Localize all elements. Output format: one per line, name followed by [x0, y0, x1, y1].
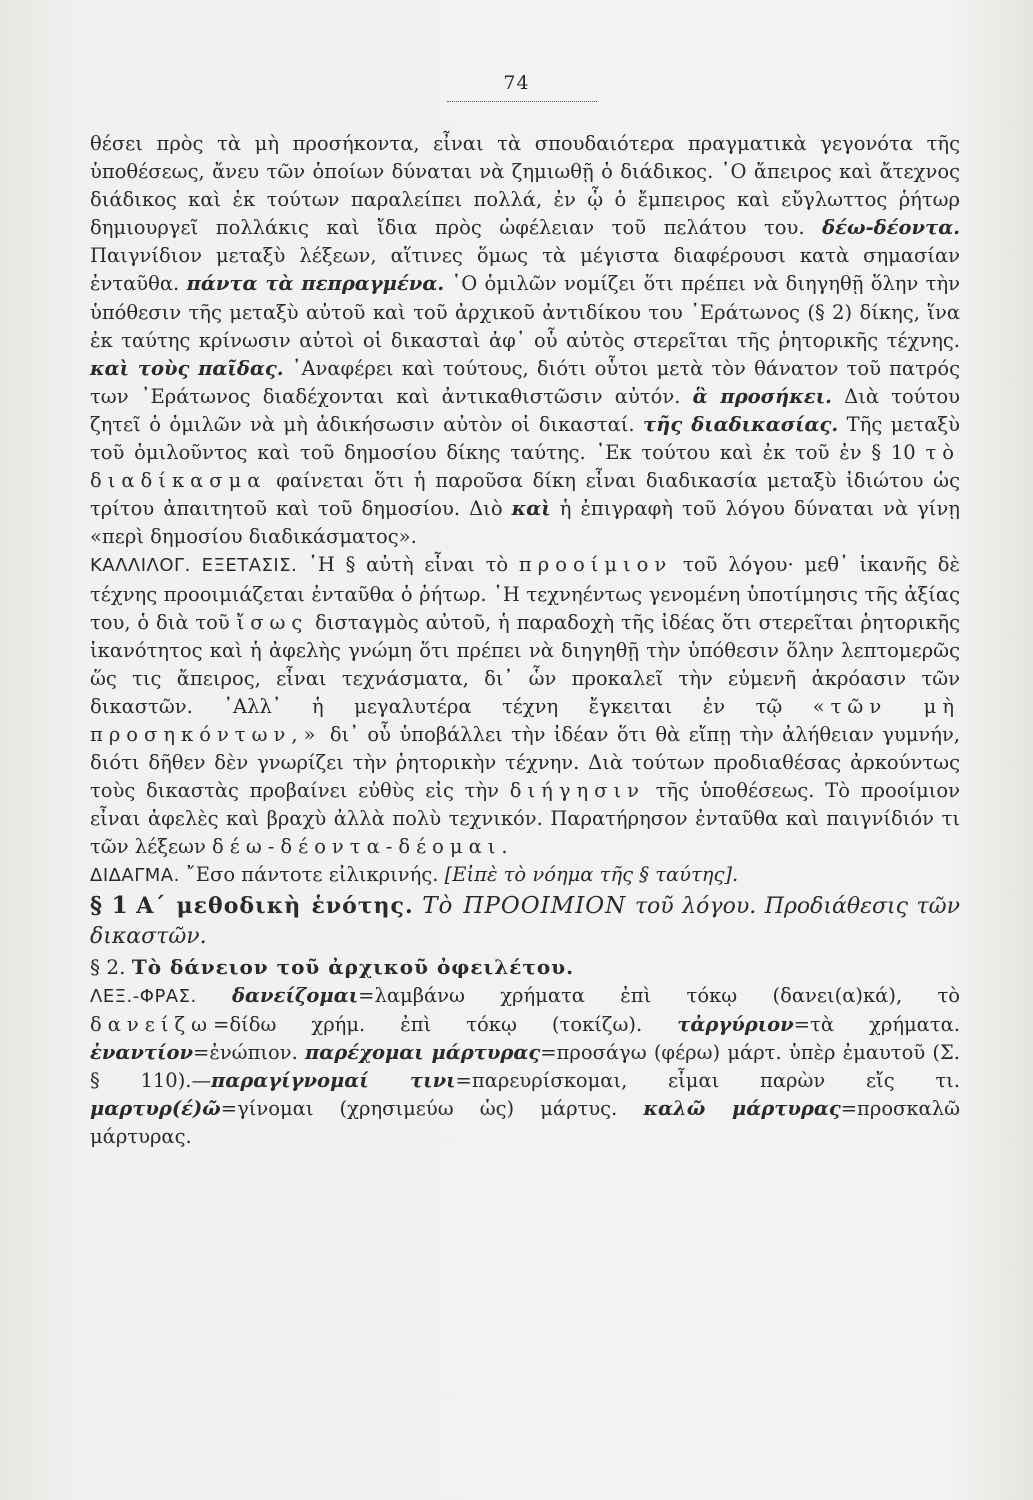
- text: =δίδω χρήμ. ἐπὶ τόκῳ (τοκίζω).: [212, 1012, 643, 1036]
- lemma: καλῶ μάρτυρας: [643, 1096, 841, 1120]
- spaced-term: ἴσως: [236, 610, 309, 634]
- spaced-term: «τῶν μὴ προσηκόντων,»: [90, 694, 961, 746]
- spaced-term: προοίμιον: [518, 553, 673, 577]
- spaced-term: διήγησιν: [509, 779, 645, 803]
- page-body: [90, 130, 960, 1151]
- text: δι᾿ οὗ ὑποβάλλει τὴν ἰδέαν ὅτι θὰ εἴπῃ τὴν ἀλήθειαν γυμνήν, διότι δῆθεν δὲν γνωρίζει τὴν ῥητορικὴν τέχνην. Διὰ τούτων προδιαθέσας ἀρκούντως τοὺς δικαστὰς προβαίνει εὐθὺς εἰς τὴν: [90, 722, 961, 803]
- subsection-heading: [90, 952, 960, 982]
- lemma: μαρτυρ(έ)ῶ: [90, 1096, 221, 1120]
- section-heading: [90, 891, 960, 952]
- text: ἡ ἐπιγραφὴ τοῦ λόγου δύναται νὰ γίνῃ «περὶ δημοσίου διαδικάσματος».: [90, 497, 960, 549]
- spaced-term: τὸ διαδίκασμα: [90, 441, 960, 493]
- lemma: καὶ τοὺς παῖδας.: [90, 356, 284, 380]
- lemma: δέω-δέοντα.: [822, 216, 960, 240]
- text: =ἐνώπιον.: [193, 1040, 298, 1064]
- text: τοῦ λόγου· μεθ᾿ ἱκανῆς δὲ τέχνης προοιμιάζεται ἐνταῦθα ὁ ῥήτωρ. ῾Η τεχνηέντως γενομένη ὑποτίμησις τῆς ἀξίας του, ὁ διὰ τοῦ: [90, 553, 960, 634]
- lemma: πάντα τὰ πεπραγμένα.: [186, 272, 445, 296]
- spaced-term: δανείζω: [90, 1012, 213, 1036]
- section-number: § 1: [90, 891, 128, 919]
- lesson-paragraph: [90, 861, 960, 890]
- subsection-number: § 2.: [90, 954, 126, 979]
- instruction: [Εἰπὲ τὸ νόημα τῆς § ταύτης].: [444, 863, 739, 887]
- spaced-term: δέω-δέοντα-δέομαι.: [212, 835, 514, 859]
- section-label: ΔΙΔΑΓΜΑ.: [90, 865, 180, 887]
- text: =τὰ χρήματα.: [793, 1012, 961, 1036]
- text: Τῆς μεταξὺ τοῦ ὁμιλοῦντος καὶ τοῦ δημοσίου δίκης ταύτης. ᾿Εκ τούτου καὶ ἐκ τοῦ ἐν § 10: [90, 412, 961, 465]
- commentary-paragraph: [90, 130, 960, 551]
- lemma: τἀργύριον: [677, 1012, 794, 1036]
- lemma: τῆς διαδικασίας.: [643, 412, 839, 436]
- text: τῆς ὑποθέσεως. Τὸ προοίμιον εἶναι ἀφελὲς καὶ βραχὺ ἀλλὰ πολὺ τεχνικόν. Παρατήρησον ἐνταῦθα καὶ παιγνίδιόν τι τῶν λέξεων: [90, 779, 961, 859]
- lemma: δανείζομαι: [232, 983, 359, 1007]
- stylistic-analysis-paragraph: [90, 551, 960, 861]
- text: ῾Η § αὐτὴ εἶναι τὸ: [308, 553, 509, 577]
- vocabulary-paragraph: [90, 982, 960, 1152]
- lemma: ἐναντίον: [90, 1040, 194, 1064]
- text: Διὰ τούτου ζητεῖ ὁ ὁμιλῶν νὰ μὴ ἀδικήσωσιν αὐτὸν οἱ δικασταί.: [90, 384, 961, 436]
- text: =προσάγω (φέρω) μάρτ. ὑπὲρ ἐμαυτοῦ (Σ. § 110).—: [90, 1040, 960, 1092]
- section-label: ΛΕΞ.-ΦΡΑΣ.: [90, 985, 197, 1007]
- lemma: παρέχομαι μάρτυρας: [305, 1040, 541, 1064]
- section-label: ΚΑΛΛΙΛΟΓ. ΕΞΕΤΑΣΙΣ.: [90, 555, 298, 577]
- text: ῎Εσο πάντοτε εἰλικρινής.: [186, 863, 439, 887]
- header-rule: [447, 101, 597, 102]
- text: Παιγνίδιον μεταξὺ λέξεων, αἵτινες ὅμως τὰ μέγιστα διαφέρουσι κατὰ σημασίαν ἐνταῦθα.: [90, 244, 960, 296]
- page-number: 74: [503, 72, 530, 94]
- section-tail: τοῦ λόγου.: [634, 893, 757, 919]
- section-caps-title: Τὸ ΠΡΟΟΙΜΙΟΝ: [422, 892, 627, 919]
- subsection-title: Τὸ δάνειον τοῦ ἀρχικοῦ ὀφειλέτου.: [131, 954, 575, 979]
- text: δισταγμὸς αὐτοῦ, ἡ παραδοχὴ τῆς ἰδέας ὅτι στερεῖται ῥητορικῆς ἱκανότητος καὶ ἡ ἀφελὴς γνώμη ὅτι πρέπει νὰ διηγηθῇ τὴν ὑπόθεσιν ὅλην λεπτομερῶς ὥς τις ἄπειρος, εἶναι τεχνάσματα, δι᾿ ὧν προκαλεῖ τὴν εὐμενῆ ἀκρόασιν τῶν δικαστῶν. ᾿Αλλ᾿ ἡ μεγαλυτέρα τέχνη ἔγκειται ἐν τῷ: [90, 610, 961, 718]
- lemma: παραγίγνομαί τινι: [211, 1068, 456, 1092]
- text: ῾Ο ὁμιλῶν νομίζει ὅτι πρέπει νὰ διηγηθῇ ὅλην τὴν ὑπόθεσιν τῆς μεταξὺ αὐτοῦ καὶ τοῦ ἀρχικοῦ ἀντιδίκου του ᾿Εράτωνος (§ 2) δίκης, ἵνα ἐκ ταύτης κρίνωσιν αὐτοὶ οἱ δικασταὶ ἀφ᾿ οὗ αὐτὸς στερεῖται τῆς ῥητορικῆς τέχνης.: [90, 272, 960, 352]
- section-subtitle: Προδιάθεσις τῶν δικαστῶν.: [90, 893, 960, 949]
- section-title: Α΄ μεθοδικὴ ἑνότης.: [136, 892, 414, 919]
- text: =παρευρίσκομαι, εἶμαι παρὼν εἴς τι.: [455, 1068, 960, 1092]
- lemma: ἃ προσήκει.: [692, 384, 832, 408]
- text: θέσει πρὸς τὰ μὴ προσήκοντα, εἶναι τὰ σπουδαιότερα πραγματικὰ γεγονότα τῆς ὑποθέσεως, ἄνευ τῶν ὁποίων δύναται νὰ ζημιωθῇ ὁ διάδικος. ῾Ο ἄπειρος καὶ ἄτεχνος διάδικος καὶ ἐκ τούτων παραλείπει πολλά, ἐν ᾧ ὁ ἔμπειρος καὶ εὔγλωττος ῥήτωρ δημιουργεῖ πολλάκις καὶ ἴδια πρὸς ὠφέλειαν τοῦ πελάτου του.: [90, 132, 960, 240]
- text: ᾿Αναφέρει καὶ τούτους, διότι οὗτοι μετὰ τὸν θάνατον τοῦ πατρός των ᾿Εράτωνος διαδέχονται καὶ ἀντικαθιστῶσιν αὐτόν.: [90, 356, 961, 408]
- text: =γίνομαι (χρησιμεύω ὡς) μάρτυς.: [220, 1096, 618, 1120]
- lemma: καὶ: [511, 497, 551, 521]
- text: =λαμβάνω χρήματα ἐπὶ τόκῳ (δανει(α)κά), τὸ: [358, 983, 960, 1007]
- text: φαίνεται ὅτι ἡ παροῦσα δίκη εἶναι διαδικασία μεταξὺ ἰδιώτου ὡς τρίτου ἀπαιτητοῦ καὶ τοῦ δημοσίου. Διὸ: [90, 469, 960, 521]
- text: =προσκαλῶ μάρτυρας.: [90, 1096, 960, 1148]
